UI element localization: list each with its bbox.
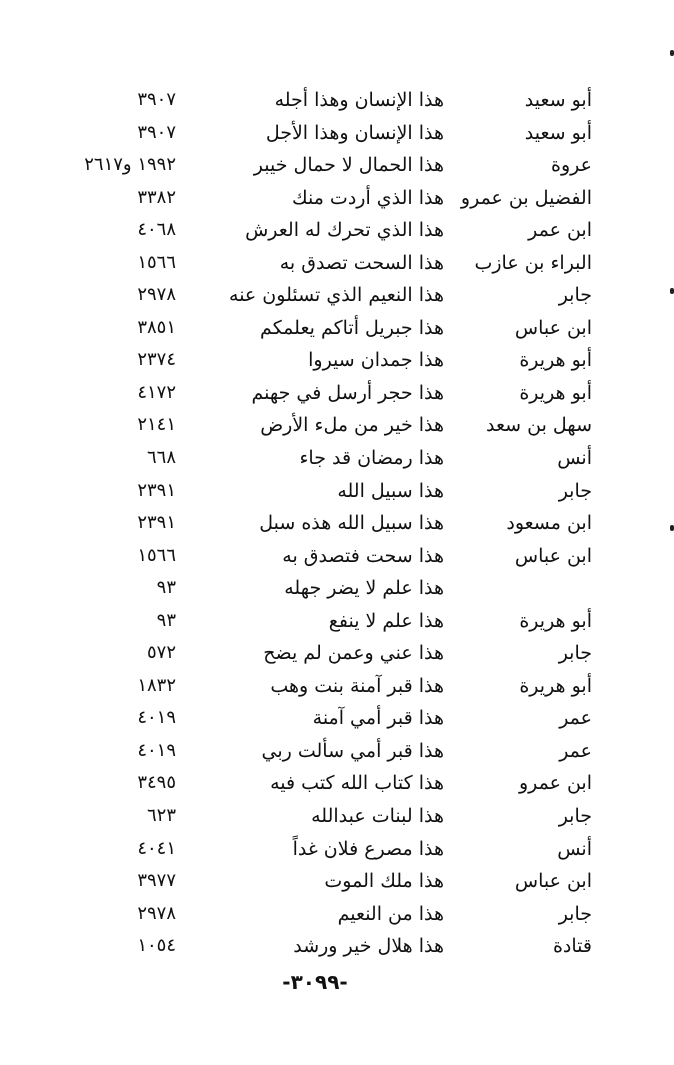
index-row [0, 572, 674, 605]
hadith-number: ٣٩٠٧ [137, 89, 176, 110]
hadith-number: ١٥٦٦ [137, 544, 176, 566]
narrator-name: عمر [559, 707, 592, 730]
hadith-phrase: هذا سحت فتصدق به [282, 544, 444, 567]
index-row [0, 377, 674, 410]
hadith-number: ٩٣ [156, 577, 176, 599]
hadith-phrase: هذا النعيم الذي تسئلون عنه [229, 284, 444, 307]
narrator-name: جابر [558, 284, 592, 307]
index-row [0, 344, 674, 377]
hadith-number: ٢٣٩١ [137, 512, 176, 534]
hadith-number: ١٠٥٤ [137, 935, 176, 957]
hadith-phrase: هذا عني وعمن لم يضح [263, 642, 444, 665]
narrator-name: ابن عمر [528, 219, 592, 242]
narrator-name: الفضيل بن عمرو [460, 186, 592, 209]
index-row [0, 898, 674, 931]
narrator-name: أبو هريرة [519, 674, 592, 697]
hadith-number: ٤٠١٩ [137, 739, 176, 761]
narrator-name: عروة [551, 154, 592, 177]
index-row [0, 182, 674, 215]
index-row [0, 214, 674, 247]
index-row [0, 442, 674, 475]
narrator-name: أنس [557, 837, 592, 860]
index-row [0, 540, 674, 573]
narrator-name: سهل بن سعد [486, 414, 592, 437]
hadith-number: ٣٨٥١ [137, 316, 176, 338]
narrator-name: جابر [558, 479, 592, 502]
narrator-name: عمر [559, 739, 592, 762]
index-row [0, 312, 674, 345]
index-row [0, 833, 674, 866]
narrator-name: ابن عباس [514, 316, 592, 339]
index-row [0, 735, 674, 768]
index-row [0, 865, 674, 898]
narrator-name: ابن عباس [514, 544, 592, 567]
hadith-phrase: هذا قبر آمنة بنت وهب [270, 674, 444, 697]
hadith-phrase: هذا هلال خير ورشد [293, 935, 444, 958]
index-row [0, 247, 674, 280]
narrator-name: ابن مسعود [506, 512, 592, 535]
hadith-number: ٥٧٢ [146, 642, 176, 664]
index-row [0, 605, 674, 638]
hadith-number: ٤٠٦٨ [137, 219, 176, 241]
hadith-phrase: هذا كتاب الله كتب فيه [270, 772, 444, 795]
hadith-phrase: هذا حجر أرسل في جهنم [251, 381, 444, 404]
hadith-index-table [0, 84, 674, 963]
hadith-number: ٢٩٧٨ [137, 902, 176, 924]
narrator-name: أبو سعيد [524, 121, 592, 144]
hadith-number: ٢٩٧٨ [137, 284, 176, 306]
hadith-phrase: هذا من النعيم [337, 902, 444, 925]
hadith-number: ٣٩٧٧ [137, 870, 176, 892]
hadith-phrase: هذا ملك الموت [324, 870, 444, 893]
hadith-phrase: هذا السحت تصدق به [279, 251, 444, 274]
hadith-phrase: هذا قبر أمي آمنة [312, 707, 444, 730]
hadith-number: ٩٣ [156, 609, 176, 631]
narrator-name: أنس [557, 447, 592, 470]
hadith-phrase: هذا لبنات عبدالله [311, 805, 444, 828]
hadith-phrase: هذا الإنسان وهذا أجله [274, 89, 444, 111]
hadith-number: ١٩٩٢ و٢٦١٧ [84, 154, 176, 176]
hadith-number: ٢١٤١ [137, 414, 176, 436]
hadith-phrase: هذا علم لا ينفع [328, 609, 444, 632]
narrator-name: ابن عمرو [518, 772, 592, 795]
index-row [0, 670, 674, 703]
hadith-phrase: هذا جمدان سيروا [308, 349, 444, 372]
narrator-name: أبو هريرة [519, 609, 592, 632]
index-row [0, 149, 674, 182]
hadith-number: ٤٠١٩ [137, 707, 176, 729]
index-row [0, 117, 674, 150]
narrator-name: ابن عباس [514, 870, 592, 893]
hadith-number: ٦٢٣ [146, 805, 176, 827]
hadith-number: ٣٤٩٥ [137, 772, 176, 794]
index-row [0, 637, 674, 670]
hadith-number: ٤٠٤١ [137, 837, 176, 859]
narrator-name: جابر [558, 902, 592, 925]
hadith-number: ٢٣٩١ [137, 479, 176, 501]
hadith-phrase: هذا قبر أمي سألت ربي [261, 739, 444, 762]
hadith-phrase: هذا علم لا يضر جهله [284, 577, 444, 600]
narrator-name: قتادة [552, 935, 592, 958]
hadith-phrase: هذا سبيل الله [337, 479, 444, 502]
hadith-phrase: هذا مصرع فلان غداً [292, 837, 444, 860]
hadith-number: ٤١٧٢ [137, 381, 176, 403]
hadith-phrase: هذا الذي أردت منك [291, 186, 444, 209]
hadith-number: ٢٣٧٤ [137, 349, 176, 371]
index-row [0, 930, 674, 963]
hadith-phrase: هذا الحمال لا حمال خيبر [253, 154, 444, 177]
hadith-phrase: هذا خير من ملء الأرض [260, 414, 444, 437]
hadith-phrase: هذا سبيل الله هذه سبل [259, 512, 444, 535]
hadith-phrase: هذا رمضان قد جاء [299, 447, 444, 470]
narrator-name: جابر [558, 805, 592, 828]
hadith-number: ٣٩٠٧ [137, 121, 176, 143]
hadith-number: ٣٣٨٢ [137, 186, 176, 208]
hadith-number: ١٨٣٢ [137, 674, 176, 696]
index-row [0, 767, 674, 800]
narrator-name: أبو سعيد [524, 89, 592, 111]
narrator-name: أبو هريرة [519, 381, 592, 404]
index-row [0, 409, 674, 442]
index-row [0, 279, 674, 312]
index-row [0, 475, 674, 508]
page-number: -٣٠٩٩- [282, 970, 348, 994]
narrator-name: البراء بن عازب [474, 251, 592, 274]
index-row [0, 800, 674, 833]
index-row [0, 507, 674, 540]
narrator-name: جابر [558, 642, 592, 665]
hadith-number: ٦٦٨ [146, 447, 176, 469]
hadith-number: ١٥٦٦ [137, 251, 176, 273]
hadith-phrase: هذا الذي تحرك له العرش [245, 219, 444, 242]
index-row [0, 702, 674, 735]
page-edge-mark [670, 50, 674, 56]
index-row [0, 84, 674, 117]
hadith-phrase: هذا جبريل أتاكم يعلمكم [260, 316, 444, 339]
hadith-phrase: هذا الإنسان وهذا الأجل [265, 121, 444, 144]
narrator-name: أبو هريرة [519, 349, 592, 372]
